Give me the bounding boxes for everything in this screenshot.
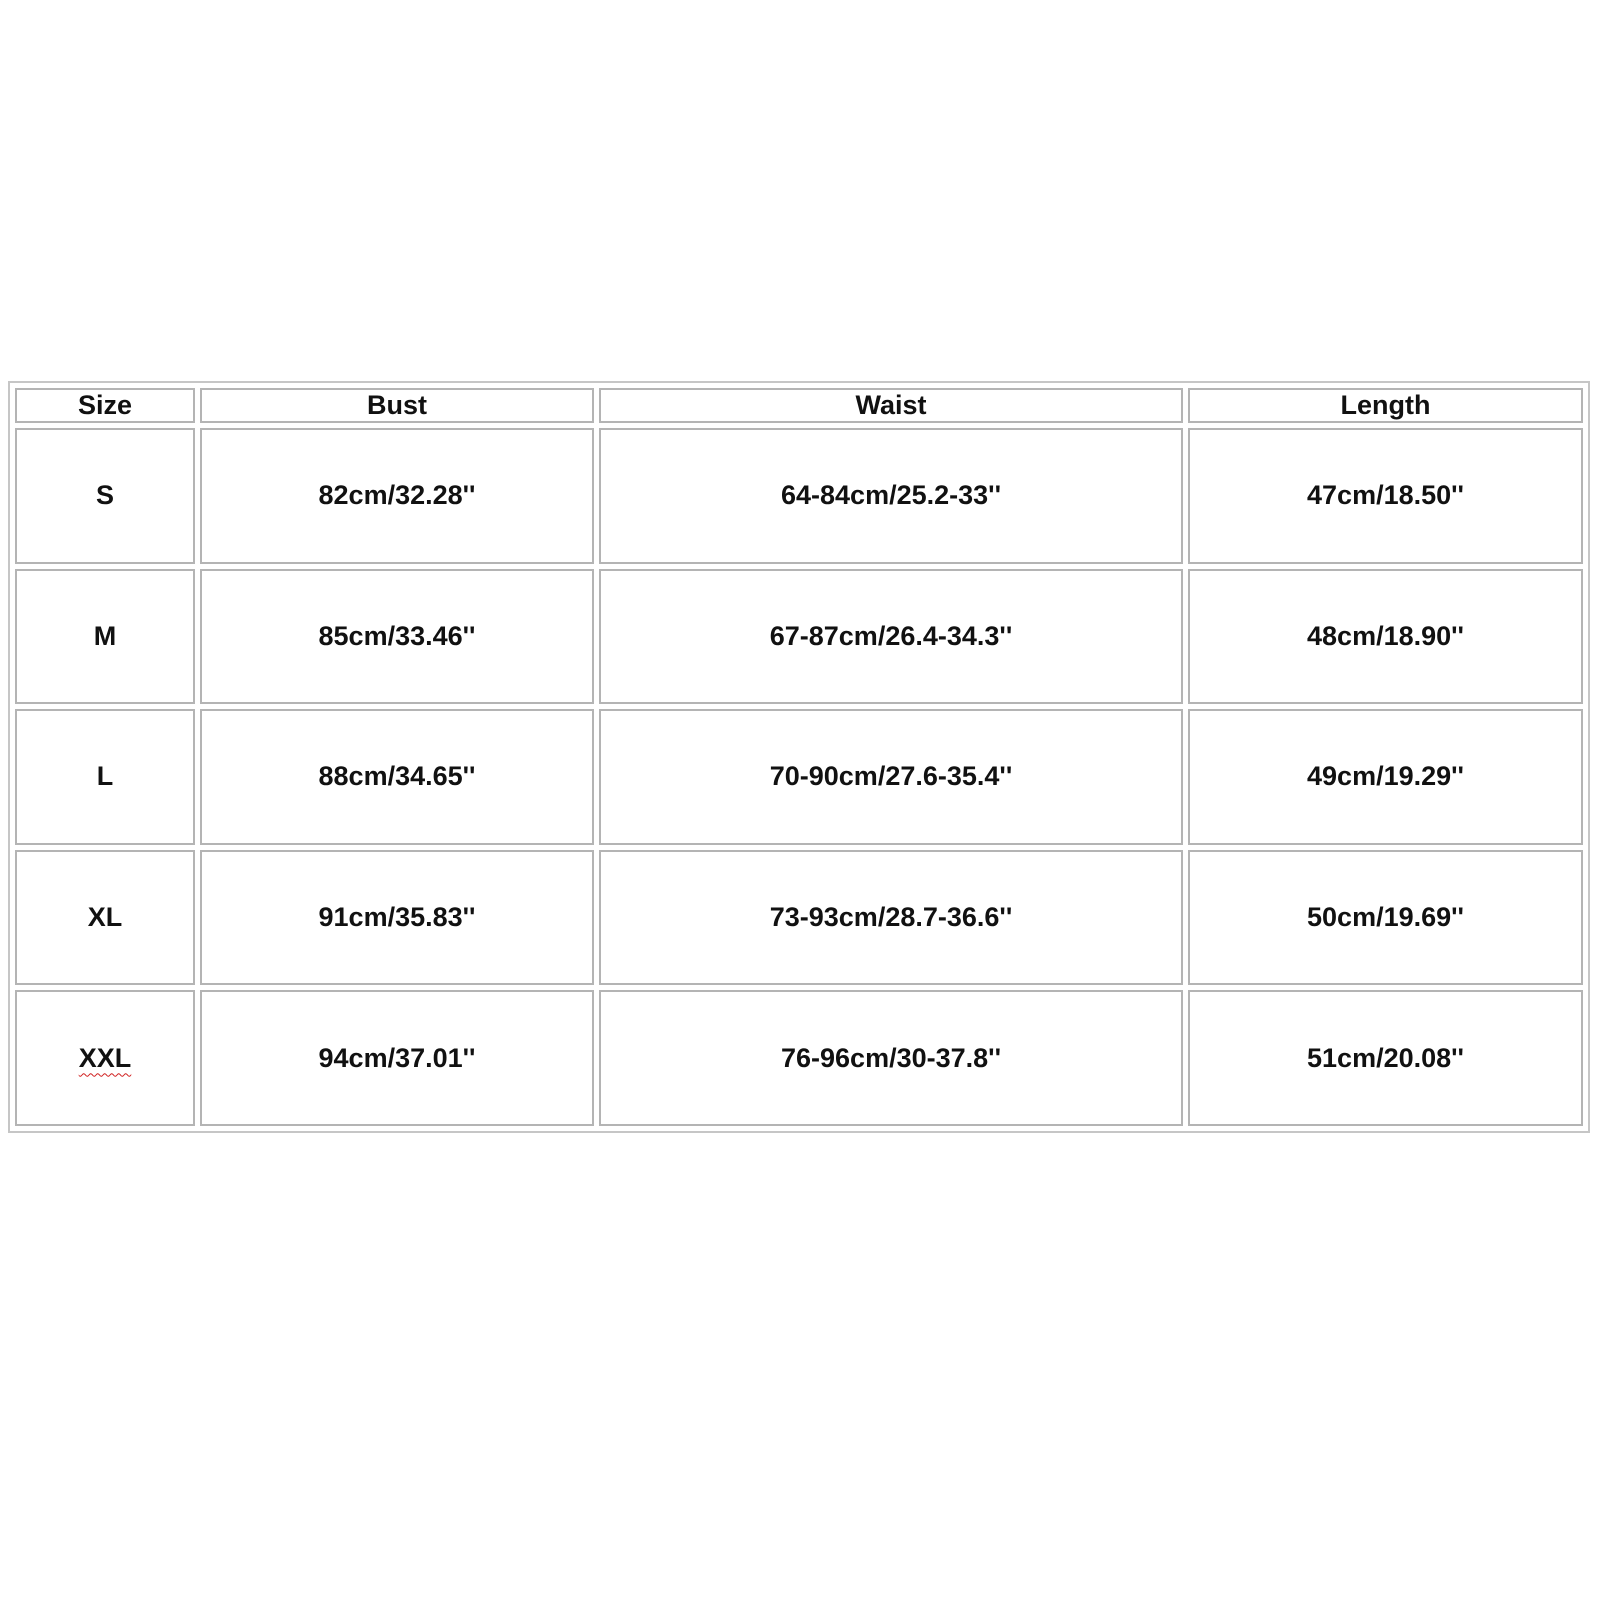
cell-waist: 76-96cm/30-37.8'' bbox=[599, 990, 1183, 1126]
table-row bbox=[15, 709, 1583, 845]
table-row bbox=[15, 850, 1583, 986]
cell-length: 48cm/18.90'' bbox=[1188, 569, 1583, 705]
cell-size: L bbox=[15, 709, 195, 845]
cell-waist: 73-93cm/28.7-36.6'' bbox=[599, 850, 1183, 986]
cell-bust: 88cm/34.65'' bbox=[200, 709, 594, 845]
spellcheck-underlined-text: XXL bbox=[78, 1042, 132, 1073]
cell-bust: 85cm/33.46'' bbox=[200, 569, 594, 705]
size-chart-table bbox=[10, 383, 1588, 1131]
cell-waist: 64-84cm/25.2-33'' bbox=[599, 428, 1183, 564]
cell-size bbox=[15, 990, 195, 1126]
header-length: Length bbox=[1188, 388, 1583, 423]
header-waist: Waist bbox=[599, 388, 1183, 423]
cell-length: 51cm/20.08'' bbox=[1188, 990, 1583, 1126]
cell-bust: 82cm/32.28'' bbox=[200, 428, 594, 564]
cell-size: M bbox=[15, 569, 195, 705]
cell-length: 47cm/18.50'' bbox=[1188, 428, 1583, 564]
cell-bust: 91cm/35.83'' bbox=[200, 850, 594, 986]
size-chart bbox=[8, 381, 1590, 1133]
cell-size: S bbox=[15, 428, 195, 564]
table-row bbox=[15, 990, 1583, 1126]
cell-waist: 67-87cm/26.4-34.3'' bbox=[599, 569, 1183, 705]
table-row bbox=[15, 569, 1583, 705]
cell-waist: 70-90cm/27.6-35.4'' bbox=[599, 709, 1183, 845]
table-row bbox=[15, 428, 1583, 564]
cell-size: XL bbox=[15, 850, 195, 986]
header-bust: Bust bbox=[200, 388, 594, 423]
table-header-row bbox=[15, 388, 1583, 423]
cell-length: 49cm/19.29'' bbox=[1188, 709, 1583, 845]
cell-bust: 94cm/37.01'' bbox=[200, 990, 594, 1126]
header-size: Size bbox=[15, 388, 195, 423]
cell-length: 50cm/19.69'' bbox=[1188, 850, 1583, 986]
